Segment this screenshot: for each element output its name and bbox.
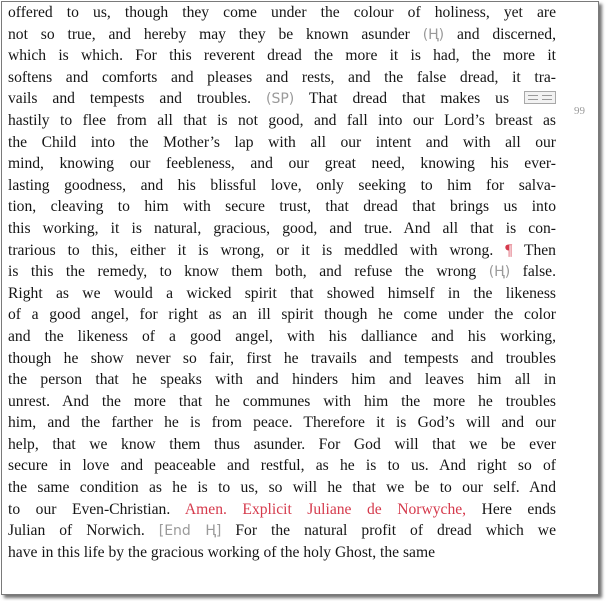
- body-text: [8, 2, 556, 563]
- text-run: vails and tempests and troubles.: [8, 90, 266, 108]
- text-run: to our Even-Christian.: [8, 500, 185, 518]
- text-run: softens and comforts and pleases and rests, and the false dread, it tra-: [8, 68, 556, 86]
- source-mark: (Ⱨ): [488, 264, 511, 281]
- text-line: [8, 434, 556, 456]
- text-line: [8, 24, 556, 46]
- text-run: though he show never so fair, first he travails and tempests and troubles: [8, 349, 556, 367]
- text-line: [8, 175, 556, 197]
- text-run: not so true, and hereby may they be known asunder: [8, 25, 423, 43]
- text-line: [8, 240, 556, 262]
- text-line: [8, 326, 556, 348]
- ornament-glyph-icon: [524, 91, 556, 104]
- text-line: [8, 2, 556, 24]
- text-run: him, and the farther he is from peace. Therefore it is God’s will and our: [8, 414, 556, 432]
- text-run: For the natural profit of dread which we: [221, 522, 556, 540]
- text-line: [8, 196, 556, 218]
- text-line: [8, 348, 556, 370]
- page-number: 99: [574, 105, 585, 117]
- text-line: [8, 218, 556, 240]
- text-run: this working, it is natural, gracious, good, and true. And all that is con-: [8, 219, 556, 237]
- text-line: [8, 391, 556, 413]
- text-run: Then: [512, 241, 556, 259]
- text-run: help, that we know them thus asunder. For God will that we be ever: [8, 435, 556, 453]
- text-run: is this the remedy, to know them both, and refuse the wrong: [8, 263, 489, 281]
- text-line: [8, 412, 556, 434]
- text-line: [8, 477, 556, 499]
- text-run: tion, cleaving to him with secure trust, that dread that brings us into: [8, 198, 556, 216]
- text-line: [8, 45, 556, 67]
- page-frame: [1, 1, 599, 595]
- source-mark: (Ⱨ): [422, 26, 445, 43]
- text-run: and the likeness of a good angel, with his dalliance and his working,: [8, 327, 556, 345]
- source-mark: [End Ⱨ]: [158, 523, 222, 540]
- text-run: Here ends: [466, 500, 556, 518]
- text-run: false.: [510, 263, 557, 281]
- text-run: and discerned,: [444, 25, 556, 43]
- text-line: [8, 369, 556, 391]
- text-run: of a good angel, for right as an ill spirit though he come under the color: [8, 306, 556, 324]
- text-line: [8, 110, 556, 132]
- text-run: the same condition as he is to us, so will he that we be to our self. And: [8, 479, 556, 497]
- text-line: [8, 261, 556, 283]
- text-run: trarious to this, either it is wrong, or it is meddled with wrong.: [8, 241, 506, 259]
- text-line: [8, 153, 556, 175]
- text-run: That dread that makes us: [294, 90, 524, 108]
- text-line: [8, 304, 556, 326]
- text-run: the Child into the Mother’s lap with all our intent and with all our: [8, 133, 556, 151]
- text-line: [8, 520, 556, 542]
- text-line: [8, 283, 556, 305]
- text-run: secure in love and peaceable and restful, as he is to us. And right so of: [8, 457, 556, 475]
- rubric-text: Amen. Explicit Juliane de Norwyche,: [184, 500, 467, 518]
- text-run: which is which. For this reverent dread the more it is had, the more it: [8, 47, 556, 65]
- text-line: [8, 455, 556, 477]
- text-run: lasting goodness, and his blissful love, only seeking to him for salva-: [8, 176, 556, 194]
- text-run: offered to us, though they come under the colour of holiness, yet are: [8, 4, 556, 21]
- source-mark: (SP): [265, 91, 295, 108]
- text-line: [8, 88, 556, 110]
- text-line: [8, 542, 556, 564]
- text-run: the person that he speaks with and hinders him and leaves him all in: [8, 371, 556, 389]
- text-line: [8, 132, 556, 154]
- rubric-text: ¶: [505, 241, 513, 259]
- text-run: Right as we would a wicked spirit that showed himself in the likeness: [8, 284, 556, 302]
- text-run: hastily to flee from all that is not good, and fall into our Lord’s breast as: [8, 111, 556, 129]
- text-line: [8, 499, 556, 521]
- text-run: mind, knowing our feebleness, and our great need, knowing his ever-: [8, 155, 556, 173]
- text-run: Julian of Norwich.: [8, 522, 159, 540]
- text-run: have in this life by the gracious working of the holy Ghost, the same: [8, 543, 436, 561]
- text-run: unrest. And the more that he communes with him the more he troubles: [8, 392, 556, 410]
- text-line: [8, 67, 556, 89]
